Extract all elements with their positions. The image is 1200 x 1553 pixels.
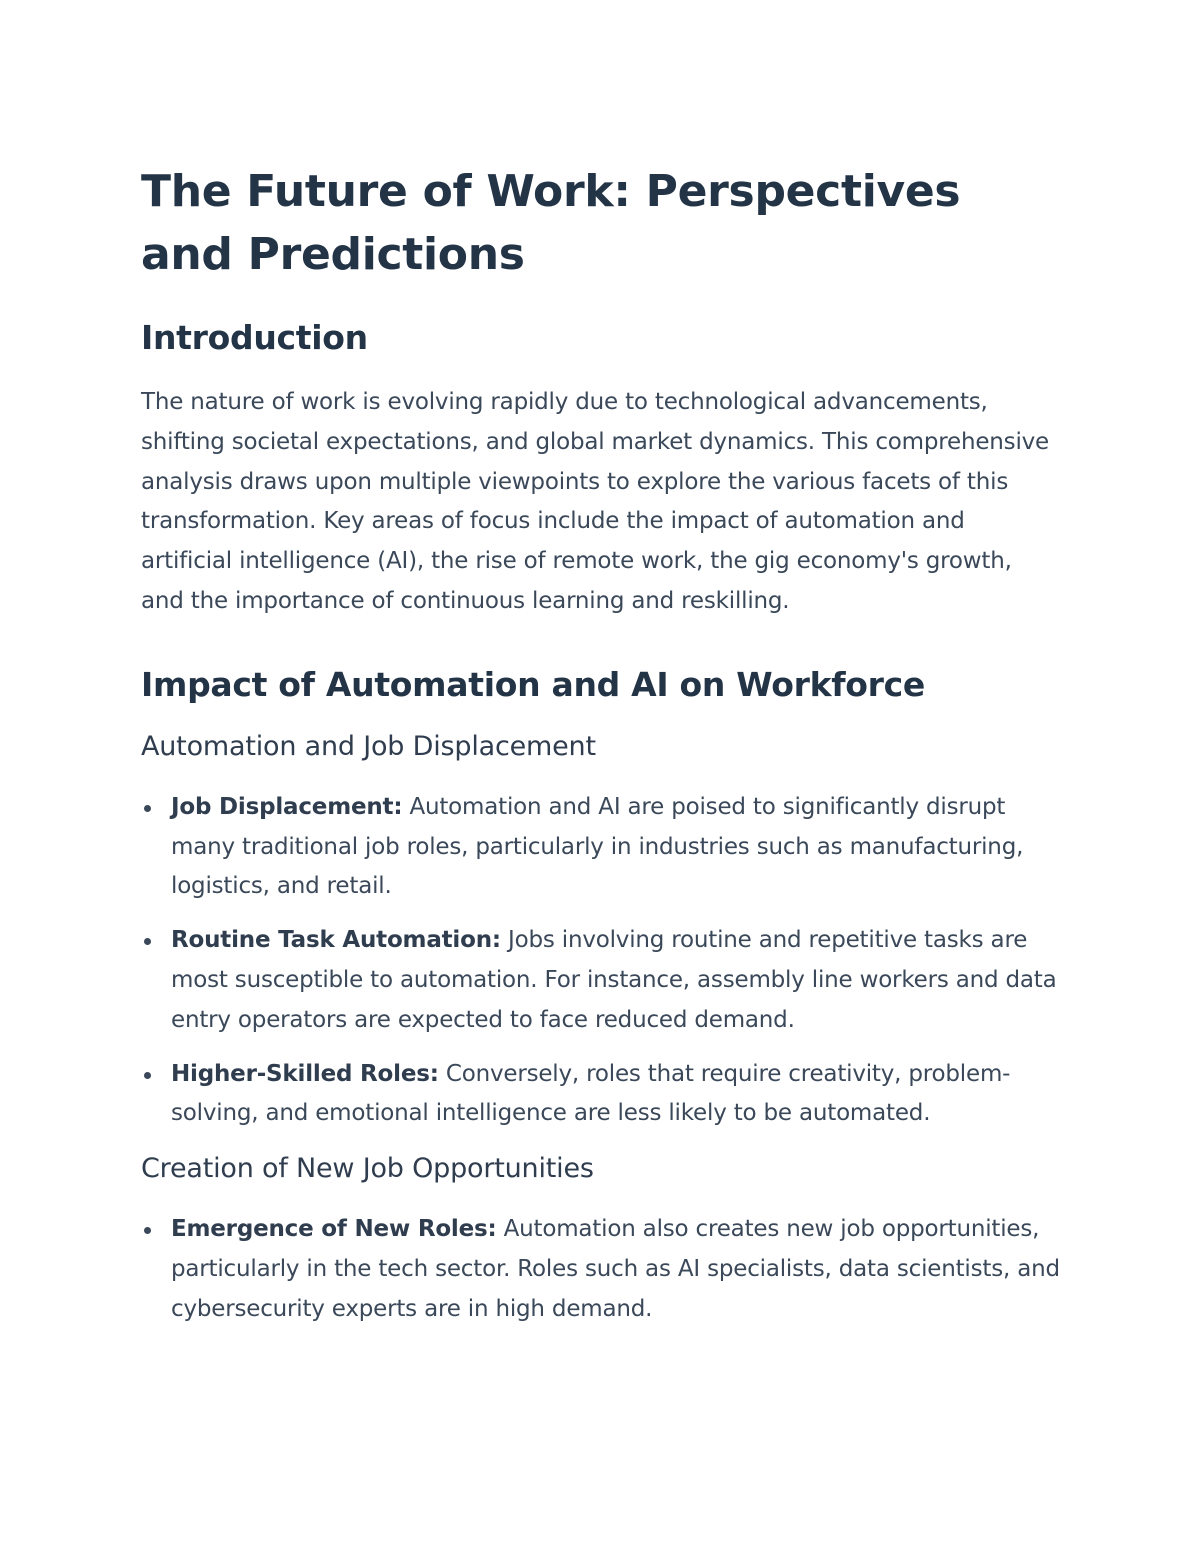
list-item — [141, 921, 1061, 1040]
document-title: The Future of Work: Perspectives and Predictions — [141, 166, 961, 280]
list-item-text: Conversely, roles that require creativity, problem-solving, and emotional intelligence are less likely to be automated. — [171, 1060, 1011, 1127]
list-item-text: Jobs involving routine and repetitive tasks are most susceptible to automation. For instance, assembly line workers and data entry operators are expected to face reduced demand. — [171, 927, 1057, 1033]
automation-subheading: Automation and Job Displacement — [141, 730, 596, 762]
list-item — [141, 1210, 1061, 1329]
creation-list — [141, 1210, 1061, 1329]
bullet-icon — [144, 1072, 151, 1079]
bullet-icon — [144, 805, 151, 812]
list-item-term: Emergence of New Roles: — [171, 1216, 497, 1243]
automation-list — [141, 788, 1061, 1134]
introduction-heading: Introduction — [141, 318, 368, 357]
list-item — [141, 1055, 1061, 1135]
list-item — [141, 788, 1061, 907]
creation-subheading: Creation of New Job Opportunities — [141, 1153, 594, 1185]
bullet-icon — [144, 938, 151, 945]
impact-heading: Impact of Automation and AI on Workforce — [141, 664, 925, 704]
list-item-text: Automation and AI are poised to significantly disrupt many traditional job roles, particularly in industries such as manufacturing, logistics, and retail. — [171, 793, 1024, 900]
introduction-paragraph: The nature of work is evolving rapidly due to technological advancements, shifting societal expectations, and global market dynamics. This comprehensive analysis draws upon multiple viewpoints to explore the various facets of this transformation. Key areas of focus include the impact of automation and artificial intelligence (AI), the rise of remote work, the gig economy's growth, and the importance of continuous learning and reskilling. — [141, 389, 1049, 614]
bullet-icon — [144, 1227, 151, 1234]
list-item-term: Job Displacement: — [171, 793, 403, 820]
list-item-term: Higher-Skilled Roles: — [171, 1060, 439, 1087]
document-page — [141, 160, 1061, 1330]
list-item-text: Automation also creates new job opportunities, particularly in the tech sector. Roles such as AI specialists, data scientists, and cybersecurity experts are in high demand. — [171, 1216, 1060, 1322]
list-item-term: Routine Task Automation: — [171, 927, 501, 954]
